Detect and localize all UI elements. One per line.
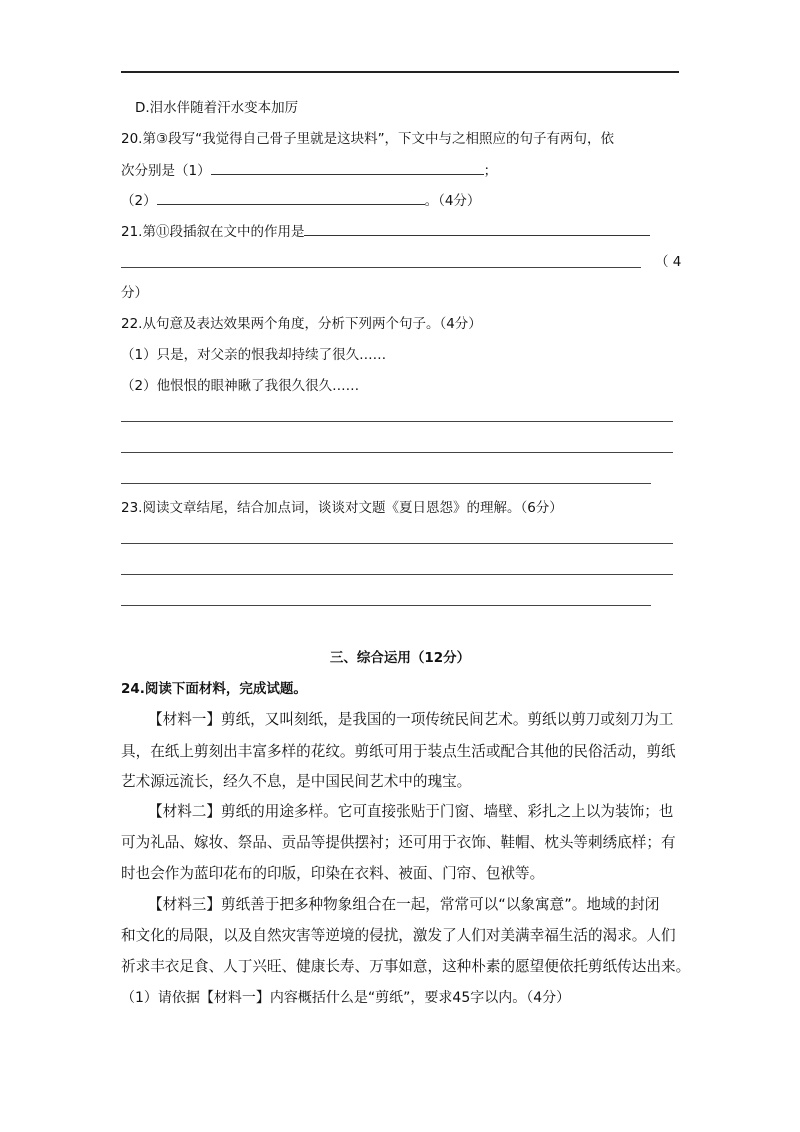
q21-score-close: 分） [121,285,148,301]
answer-line-22-3[interactable] [121,483,651,484]
section-title: 三、综合运用（12分） [329,650,471,666]
answer-line-23-2[interactable] [121,574,673,575]
question-20-line-3 [121,190,480,211]
material-1-line-1: 【材料一】剪纸，又叫刻纸，是我国的一项传统民间艺术。剪纸以剪刀或刻刀为工 [148,711,674,728]
question-20-line-1: 20.第③段写“我觉得自己骨子里就是这块料”，下文中与之相照应的句子有两句，依 [121,131,615,147]
answer-line-23-1[interactable] [121,543,673,544]
q20-label-1: 次分别是（1） [121,163,211,179]
q21-score-open: （ 4 [655,254,682,270]
answer-line-23-3[interactable] [121,605,651,606]
material-1-line-3: 艺术源远流长，经久不息，是中国民间艺术中的瑰宝。 [121,773,472,790]
material-2-line-3: 时也会作为蓝印花布的印版，印染在衣料、被面、门帘、包袱等。 [121,865,545,882]
question-24: 24.阅读下面材料，完成试题。 [121,681,307,697]
material-2-line-2: 可为礼品、嫁妆、祭品、贡品等提供摆衬；还可用于衣饰、鞋帽、枕头等刺绣底样；有 [121,834,676,851]
question-21-line-1 [121,221,650,242]
answer-line-21-2[interactable] [121,267,641,268]
header-rule [121,71,679,73]
answer-line-22-1[interactable] [121,421,673,422]
answer-blank-20-2[interactable] [157,190,425,205]
material-3-line-2: 和文化的局限，以及自然灾害等逆境的侵扰，激发了人们对美满幸福生活的渴求。人们 [121,927,676,944]
q20-semicolon: ； [483,163,498,179]
q21-text: 21.第⑪段插叙在文中的作用是 [121,224,305,240]
question-22-sentence-1: （1）只是，对父亲的恨我却持续了很久…… [121,347,387,363]
material-2-line-1: 【材料二】剪纸的用途多样。它可直接张贴于门窗、墙壁、彩扎之上以为装饰；也 [148,803,674,820]
q20-score: 。（4分） [424,193,481,209]
answer-line-22-2[interactable] [121,452,673,453]
question-24-1: （1）请依据【材料一】内容概括什么是“剪纸”，要求45字以内。（4分） [121,990,571,1006]
question-20-line-2 [121,160,497,181]
question-22-sentence-2: （2）他恨恨的眼神瞅了我很久很久…… [121,378,360,394]
material-3-line-3: 祈求丰衣足食、人丁兴旺、健康长寿、万事如意，这种朴素的愿望便依托剪纸传达出来。 [121,958,691,975]
answer-blank-21-1[interactable] [304,221,650,236]
option-d: D.泪水伴随着汗水变本加厉 [135,100,299,116]
question-22: 22.从句意及表达效果两个角度，分析下列两个句子。（4分） [121,316,482,332]
question-23: 23.阅读文章结尾，结合加点词，谈谈对文题《夏日恩怨》的理解。（6分） [121,500,563,516]
material-1-line-2: 具，在纸上剪刻出丰富多样的花纹。剪纸可用于装点生活或配合其他的民俗活动，剪纸 [121,743,676,760]
answer-blank-20-1[interactable] [211,160,484,175]
q20-label-2: （2） [121,193,157,209]
material-3-line-1: 【材料三】剪纸善于把多种物象组合在一起，常常可以“以象寓意”。地域的封闭 [148,896,660,913]
